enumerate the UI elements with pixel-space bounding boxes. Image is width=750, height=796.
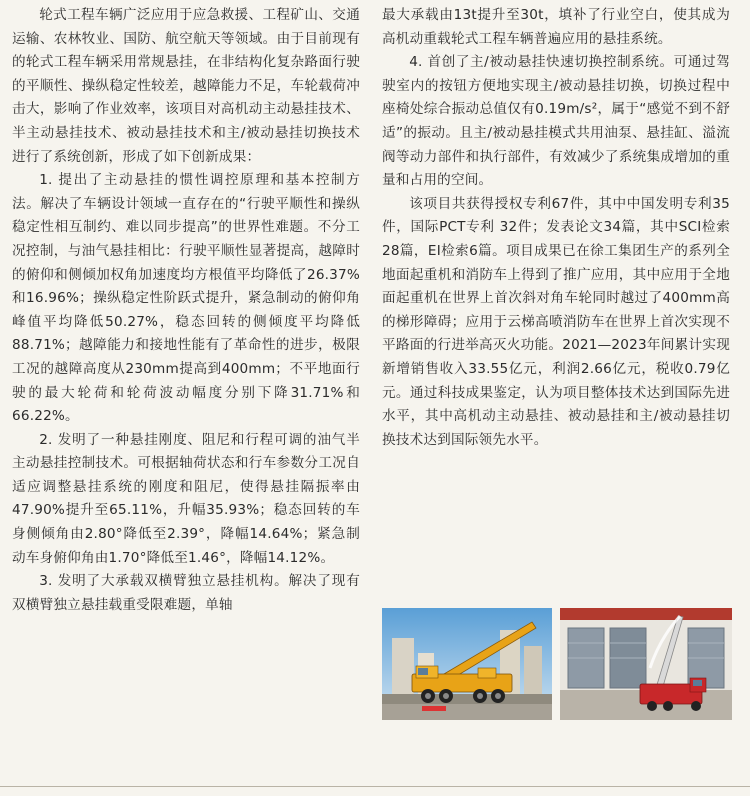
item-4-paragraph: 4. 首创了主/被动悬挂快速切换控制系统。可通过驾驶室内的按钮方便地实现主/被动悬挂切换，切换过程中座椅处综合振动总值仅有0.19m/s²，属于“感觉不到不舒适”的振动。且主/被动悬挂模式共用油泵、悬挂缸、溢流阀等动力部件和执行部件，有效减少了系统集成增加的重量和占用的空间。 bbox=[382, 54, 730, 189]
bottom-rule bbox=[0, 786, 750, 787]
left-column bbox=[12, 4, 360, 617]
photo-strip bbox=[382, 608, 732, 720]
item-3-paragraph: 3. 发明了大承载双横臂独立悬挂机构。解决了现有双横臂独立悬挂载重受限难题，单轴 bbox=[12, 573, 360, 613]
right-column bbox=[382, 4, 730, 452]
firetruck-photo bbox=[560, 608, 732, 720]
item-2-paragraph: 2. 发明了一种悬挂刚度、阻尼和行程可调的油气半主动悬挂控制技术。可根据轴荷状态和行车参数分工况自适应调整悬挂系统的刚度和阻尼，使得悬挂隔振率由47.90%提升至65.11%，升幅35.93%；稳态回转的车身侧倾角由2.80°降低至2.39°，降幅14.64%；紧急制动车身俯仰角由1.70°降低至1.46°，降幅14.12%。 bbox=[12, 431, 360, 566]
crane-photo bbox=[382, 608, 552, 720]
item-3-continued-paragraph: 最大承载由13t提升至30t，填补了行业空白，使其成为高机动重载轮式工程车辆普遍应用的悬挂系统。 bbox=[382, 7, 730, 47]
intro-paragraph: 轮式工程车辆广泛应用于应急救援、工程矿山、交通运输、农林牧业、国防、航空航天等领域。由于目前现有的轮式工程车辆采用常规悬挂，在非结构化复杂路面行驶的平顺性、操纵稳定性较差，越障能力不足，车轮载荷冲击大，影响了作业效率，该项目对高机动主动悬挂技术、半主动悬挂技术、被动悬挂技术和主/被动悬挂切换技术进行了系统创新，形成了如下创新成果： bbox=[12, 7, 360, 165]
firetruck-photo-icon bbox=[560, 608, 732, 720]
results-paragraph: 该项目共获得授权专利67件，其中中国发明专利35件，国际PCT专利 32件；发表论文34篇，其中SCI检索28篇，EI检索6篇。项目成果已在徐工集团生产的系列全地面起重机和消防车上得到了推广应用，其中应用于全地面起重机在世界上首次斜对角车轮同时越过了400mm高的梯形障碍；应用于云梯高喷消防车在世界上首次实现不平路面的行进举高灭火功能。2021—2023年间累计实现新增销售收入33.55亿元，利润2.66亿元，税收0.79亿元。通过科技成果鉴定，认为项目整体技术达到国际先进水平，其中高机动主动悬挂、被动悬挂和主/被动悬挂切换技术达到国际领先水平。 bbox=[382, 195, 730, 448]
item-1-paragraph: 1. 提出了主动悬挂的惯性调控原理和基本控制方法。解决了车辆设计领域一直存在的“行驶平顺性和操纵稳定性相互制约、难以同步提高”的世界性难题。不分工况控制，与油气悬挂相比：行驶平顺性显著提高，越障时的俯仰和侧倾加权角加速度均方根值平均降低了26.37%和16.96%；操纵稳定性阶跃式提升，紧急制动的俯仰角峰值平均降低50.27%，稳态回转的侧倾度平均降低88.71%；越障能力和接地性能有了革命性的进步，极限工况的越障高度从230mm提高到400mm；不平地面行驶的最大轮荷和轮荷波动幅度分别下降31.71%和66.22%。 bbox=[12, 172, 360, 425]
crane-photo-icon bbox=[382, 608, 552, 720]
